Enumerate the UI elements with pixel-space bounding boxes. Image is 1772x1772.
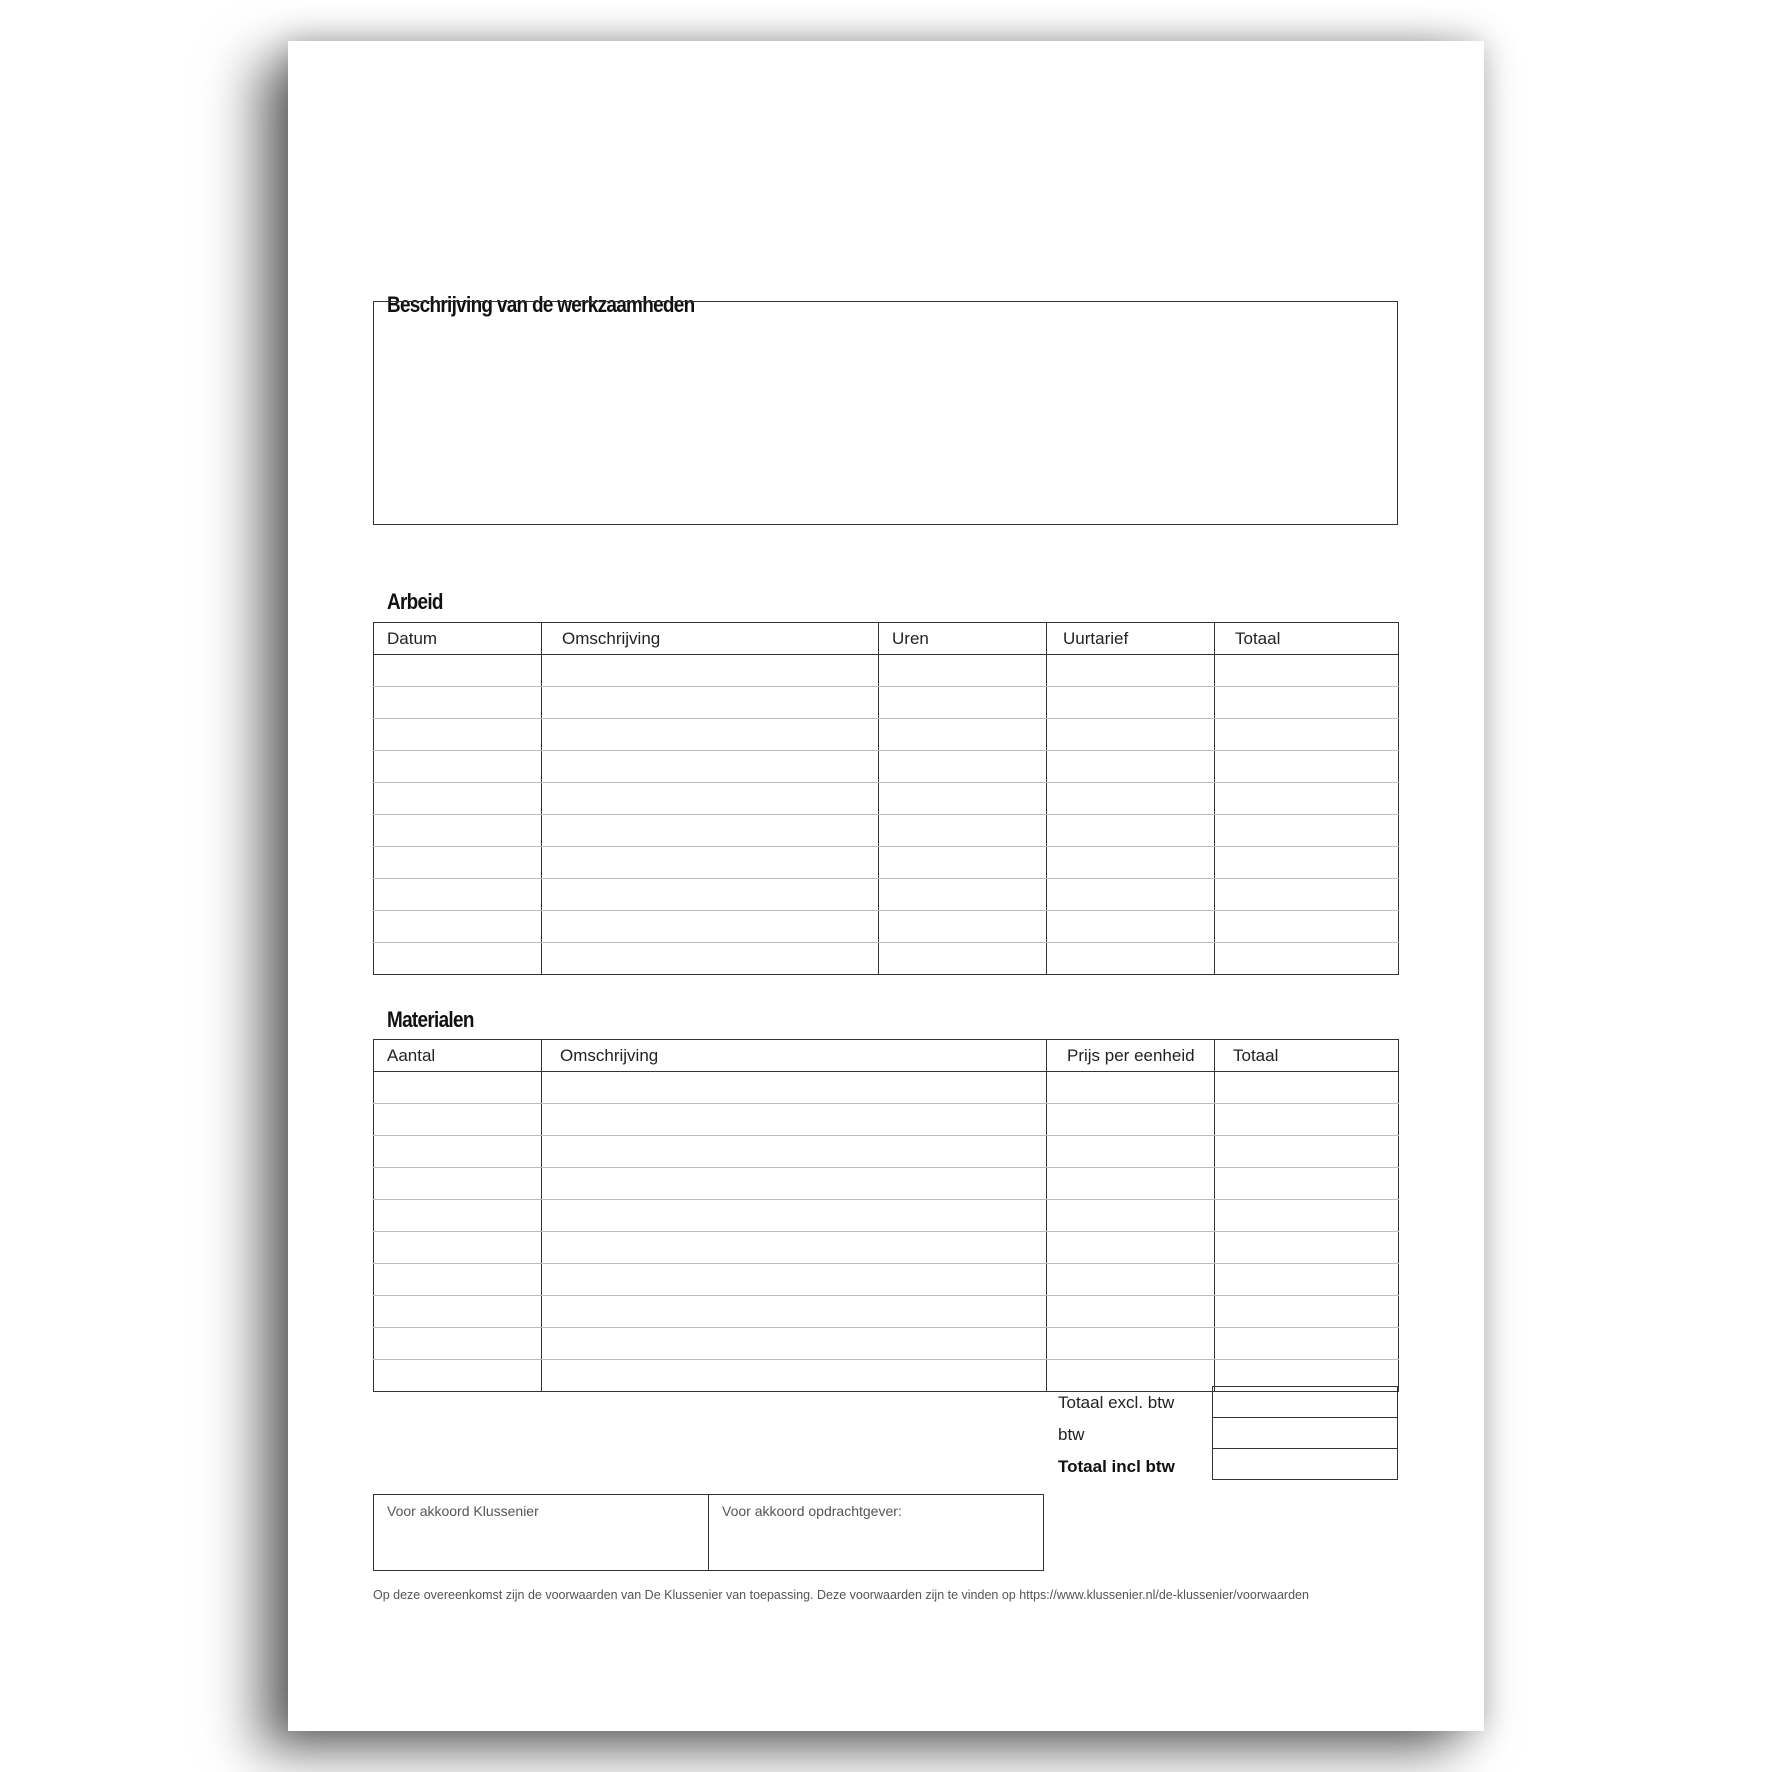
labor-table-cell[interactable] [1215, 751, 1399, 783]
materials-table-cell[interactable] [374, 1200, 542, 1232]
labor-table-row [374, 655, 1399, 687]
labor-table-row [374, 847, 1399, 879]
labor-table-cell[interactable] [1215, 911, 1399, 943]
labor-table-cell[interactable] [1215, 815, 1399, 847]
labor-table-cell[interactable] [374, 847, 542, 879]
materials-table-cell[interactable] [1215, 1264, 1399, 1296]
description-box[interactable] [373, 301, 1398, 525]
btw-field[interactable] [1212, 1417, 1398, 1449]
materials-table-cell[interactable] [1047, 1360, 1215, 1392]
materials-table-cell[interactable] [1047, 1104, 1215, 1136]
labor-rows [374, 655, 1399, 975]
labor-table-cell[interactable] [542, 911, 879, 943]
materials-table-cell[interactable] [1215, 1104, 1399, 1136]
materials-table-cell[interactable] [1047, 1168, 1215, 1200]
signature-box [373, 1494, 1044, 1571]
labor-table-cell[interactable] [542, 815, 879, 847]
materials-table-cell[interactable] [1215, 1072, 1399, 1104]
labor-table-cell[interactable] [374, 911, 542, 943]
labor-table-row [374, 879, 1399, 911]
labor-table-cell[interactable] [542, 751, 879, 783]
materials-table-cell[interactable] [542, 1136, 1047, 1168]
labor-table-cell[interactable] [374, 719, 542, 751]
signature-klussenier[interactable]: Voor akkoord Klussenier [387, 1503, 539, 1519]
materials-table-cell[interactable] [1215, 1328, 1399, 1360]
labor-table-cell[interactable] [1215, 687, 1399, 719]
materials-col-omschrijving: Omschrijving [542, 1040, 1047, 1072]
labor-table-cell[interactable] [879, 815, 1047, 847]
materials-table-cell[interactable] [1047, 1296, 1215, 1328]
labor-table-cell[interactable] [879, 751, 1047, 783]
labor-heading: Arbeid [387, 589, 443, 614]
labor-col-uren: Uren [879, 623, 1047, 655]
materials-table-row [374, 1136, 1399, 1168]
labor-table-cell[interactable] [879, 783, 1047, 815]
labor-table-cell[interactable] [374, 751, 542, 783]
btw-label: btw [1058, 1425, 1085, 1444]
materials-table-cell[interactable] [542, 1072, 1047, 1104]
labor-table-cell[interactable] [542, 783, 879, 815]
signature-opdrachtgever[interactable]: Voor akkoord opdrachtgever: [708, 1495, 1043, 1570]
materials-table-cell[interactable] [542, 1104, 1047, 1136]
materials-table-row [374, 1328, 1399, 1360]
materials-table-cell[interactable] [374, 1296, 542, 1328]
materials-table-cell[interactable] [1047, 1200, 1215, 1232]
labor-table-row [374, 783, 1399, 815]
labor-table-cell[interactable] [374, 655, 542, 687]
materials-table-row [374, 1232, 1399, 1264]
materials-table-cell[interactable] [374, 1072, 542, 1104]
materials-col-aantal: Aantal [374, 1040, 542, 1072]
labor-table-cell[interactable] [542, 687, 879, 719]
labor-table-cell[interactable] [1047, 783, 1215, 815]
labor-table-cell[interactable] [879, 847, 1047, 879]
materials-table-cell[interactable] [542, 1264, 1047, 1296]
materials-table-cell[interactable] [1047, 1072, 1215, 1104]
materials-table-cell[interactable] [1215, 1296, 1399, 1328]
labor-table-cell[interactable] [374, 943, 542, 975]
labor-table-row [374, 687, 1399, 719]
labor-table-cell[interactable] [542, 847, 879, 879]
labor-header-row [374, 623, 1399, 655]
labor-table-row [374, 911, 1399, 943]
labor-table-row [374, 815, 1399, 847]
labor-table-cell[interactable] [542, 943, 879, 975]
labor-table-row [374, 719, 1399, 751]
materials-table-row [374, 1264, 1399, 1296]
materials-table-cell[interactable] [374, 1104, 542, 1136]
total-excl-label: Totaal excl. btw [1058, 1393, 1175, 1412]
materials-table-cell[interactable] [542, 1328, 1047, 1360]
materials-heading: Materialen [387, 1007, 474, 1032]
materials-table-cell[interactable] [374, 1232, 542, 1264]
labor-table-cell[interactable] [879, 879, 1047, 911]
materials-table-cell[interactable] [542, 1360, 1047, 1392]
materials-table-cell[interactable] [1215, 1200, 1399, 1232]
total-incl-field[interactable] [1212, 1448, 1398, 1480]
labor-table-cell[interactable] [1047, 815, 1215, 847]
materials-table-row [374, 1104, 1399, 1136]
materials-table-cell[interactable] [1215, 1168, 1399, 1200]
labor-table-cell[interactable] [879, 943, 1047, 975]
labor-table-cell[interactable] [374, 879, 542, 911]
labor-table-cell[interactable] [1215, 943, 1399, 975]
form-sheet [288, 41, 1484, 1731]
footer-terms: Op deze overeenkomst zijn de voorwaarden van De Klussenier van toepassing. Deze voorwaarden zijn te vinden op https://www.klussenier.nl/de-klussenier/voorwaarden [373, 1588, 1309, 1602]
labor-table-cell[interactable] [879, 719, 1047, 751]
labor-table-cell[interactable] [1047, 847, 1215, 879]
materials-header-row [374, 1040, 1399, 1072]
labor-table-cell[interactable] [879, 655, 1047, 687]
labor-table-cell[interactable] [879, 687, 1047, 719]
labor-table-row [374, 943, 1399, 975]
materials-table-row [374, 1296, 1399, 1328]
labor-table-cell[interactable] [1215, 847, 1399, 879]
materials-table-cell[interactable] [374, 1360, 542, 1392]
labor-table-cell[interactable] [1215, 719, 1399, 751]
materials-table-cell[interactable] [542, 1168, 1047, 1200]
labor-table-cell[interactable] [1215, 879, 1399, 911]
materials-table-cell[interactable] [374, 1168, 542, 1200]
labor-table-cell[interactable] [542, 879, 879, 911]
materials-table-row [374, 1200, 1399, 1232]
labor-table-cell[interactable] [374, 687, 542, 719]
materials-table-cell[interactable] [1047, 1264, 1215, 1296]
materials-table [373, 1039, 1399, 1392]
labor-table-cell[interactable] [1047, 911, 1215, 943]
labor-table-cell[interactable] [1047, 687, 1215, 719]
labor-table-cell[interactable] [1047, 751, 1215, 783]
labor-col-uurtarief: Uurtarief [1047, 623, 1215, 655]
materials-table-row [374, 1168, 1399, 1200]
materials-table-cell[interactable] [374, 1136, 542, 1168]
materials-table-row [374, 1072, 1399, 1104]
materials-rows [374, 1072, 1399, 1392]
labor-table-cell[interactable] [374, 783, 542, 815]
labor-col-totaal: Totaal [1215, 623, 1399, 655]
labor-table-row [374, 751, 1399, 783]
materials-table-cell[interactable] [1215, 1136, 1399, 1168]
labor-table-cell[interactable] [879, 911, 1047, 943]
labor-table-cell[interactable] [1215, 655, 1399, 687]
labor-table [373, 622, 1399, 975]
description-heading: Beschrijving van de werkzaamheden [387, 292, 695, 317]
materials-table-cell[interactable] [374, 1264, 542, 1296]
materials-table-cell[interactable] [542, 1200, 1047, 1232]
materials-table-cell[interactable] [542, 1232, 1047, 1264]
labor-table-cell[interactable] [1047, 719, 1215, 751]
materials-table-cell[interactable] [1047, 1328, 1215, 1360]
total-incl-label: Totaal incl btw [1058, 1457, 1175, 1476]
materials-col-totaal: Totaal [1215, 1040, 1399, 1072]
labor-table-cell[interactable] [1215, 783, 1399, 815]
materials-table-cell[interactable] [1047, 1136, 1215, 1168]
labor-col-omschrijving: Omschrijving [542, 623, 879, 655]
labor-table-cell[interactable] [1047, 943, 1215, 975]
materials-table-cell[interactable] [1047, 1232, 1215, 1264]
labor-table-cell[interactable] [1047, 879, 1215, 911]
labor-table-cell[interactable] [542, 719, 879, 751]
materials-table-cell[interactable] [1215, 1232, 1399, 1264]
materials-table-cell[interactable] [374, 1328, 542, 1360]
labor-col-datum: Datum [374, 623, 542, 655]
labor-table-cell[interactable] [542, 655, 879, 687]
materials-table-cell[interactable] [542, 1296, 1047, 1328]
labor-table-cell[interactable] [374, 815, 542, 847]
labor-table-cell[interactable] [1047, 655, 1215, 687]
total-excl-field[interactable] [1212, 1386, 1398, 1418]
materials-col-prijs: Prijs per eenheid [1047, 1040, 1215, 1072]
